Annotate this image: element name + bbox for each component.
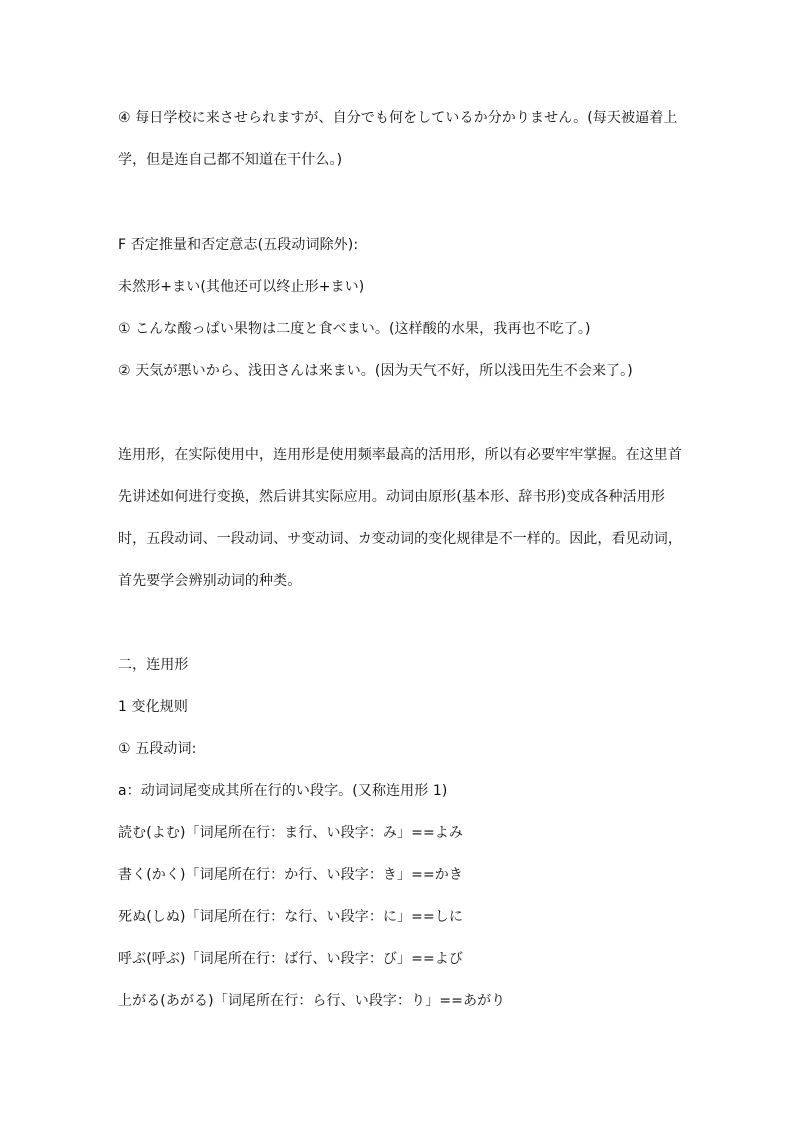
subsection-1-heading: 1 变化规则: [118, 699, 188, 715]
intro-paragraph-line-1: 连用形，在实际使用中，连用形是使用频率最高的活用形，所以有必要牢牢掌握。在这里首: [118, 447, 682, 463]
section-2-heading: 二，连用形: [118, 657, 189, 673]
example-line: 書く(かく)「词尾所在行：か行、い段字：き」==かき: [118, 867, 463, 883]
section-f-rule: 未然形+まい(其他还可以终止形+まい): [118, 279, 365, 295]
section-f-example-2: ② 天気が悪いから、浅田さんは来まい。(因为天气不好，所以浅田先生不会来了。): [118, 363, 633, 379]
example-line: 呼ぶ(呼ぶ)「词尾所在行：ば行、い段字：び」==よび: [118, 951, 463, 967]
godan-verb-heading: ① 五段动词:: [118, 741, 197, 757]
example-line: 死ぬ(しぬ)「词尾所在行：な行、い段字：に」==しに: [118, 909, 463, 925]
example-4-line-1: ④ 每日学校に来させられますが、自分でも何をしているか分かりません。(每天被逼着上: [118, 110, 678, 126]
example-line: 上がる(あがる)「词尾所在行：ら行、い段字：り」==あがり: [118, 993, 506, 1009]
section-f-heading: F 否定推量和否定意志(五段动词除外):: [118, 237, 359, 253]
section-f-example-1: ① こんな酸っぱい果物は二度と食べまい。(这样酸的水果，我再也不吃了。): [118, 321, 591, 337]
example-4-line-2: 学，但是连自己都不知道在干什么。): [118, 152, 343, 168]
intro-paragraph-line-3: 时，五段动词、一段动词、サ变动词、カ变动词的变化规律是不一样的。因此，看见动词，: [118, 531, 682, 547]
rule-a-line: a：动词词尾变成其所在行的い段字。(又称连用形 1): [118, 783, 448, 799]
intro-paragraph-line-4: 首先要学会辨别动词的种类。: [118, 573, 302, 589]
intro-paragraph-line-2: 先讲述如何进行变换，然后讲其实际应用。动词由原形(基本形、辞书形)变成各种活用形: [118, 489, 665, 505]
example-line: 読む(よむ)「词尾所在行：ま行、い段字：み」==よみ: [118, 825, 463, 841]
